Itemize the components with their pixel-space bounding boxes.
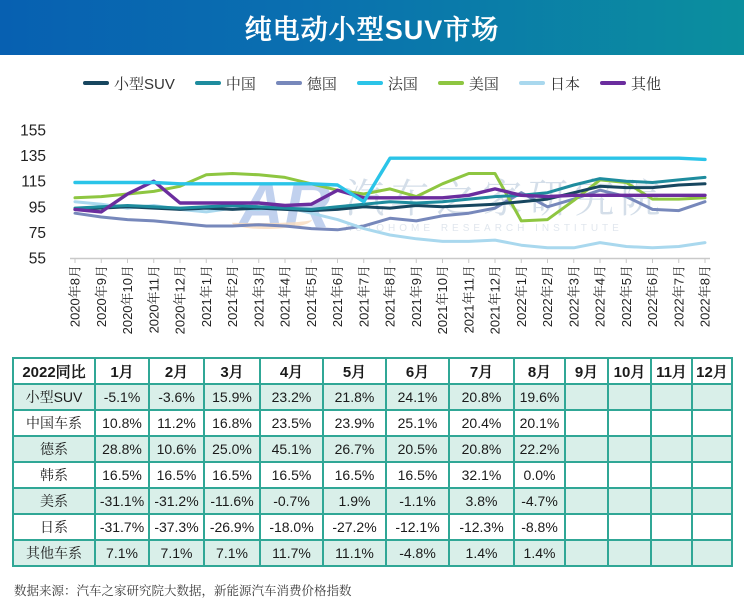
- value-cell: -11.6%: [204, 488, 260, 514]
- month-header: 11月: [651, 358, 692, 384]
- value-cell: 11.1%: [323, 540, 386, 566]
- value-cell: -5.1%: [95, 384, 149, 410]
- value-cell: -31.2%: [149, 488, 204, 514]
- row-label: 韩系: [13, 462, 95, 488]
- row-label: 德系: [13, 436, 95, 462]
- x-axis-label: 2021年3月: [251, 265, 267, 328]
- row-label: 日系: [13, 514, 95, 540]
- value-cell: 25.1%: [386, 410, 449, 436]
- legend-item-6: [600, 73, 661, 94]
- value-cell: [565, 514, 608, 540]
- y-axis-label: 95: [28, 199, 46, 217]
- month-header: 1月: [95, 358, 149, 384]
- row-label: 美系: [13, 488, 95, 514]
- value-cell: [692, 462, 732, 488]
- value-cell: 20.8%: [449, 384, 514, 410]
- legend-swatch-icon: [438, 81, 464, 85]
- value-cell: 16.5%: [260, 462, 323, 488]
- x-axis-label: 2021年7月: [356, 265, 372, 328]
- value-cell: 32.1%: [449, 462, 514, 488]
- y-axis-label: 75: [28, 224, 46, 242]
- value-cell: 0.0%: [514, 462, 565, 488]
- table-row: [13, 488, 732, 514]
- x-axis-label: 2022年2月: [540, 265, 555, 328]
- autohome-logo-icon: AR: [238, 169, 331, 241]
- legend-item-5: [519, 73, 580, 94]
- value-cell: 7.1%: [95, 540, 149, 566]
- data-source-note: 数据来源：汽车之家研究院大数据，新能源汽车消费价格指数: [14, 584, 352, 598]
- legend-item-3: [357, 73, 418, 94]
- value-cell: 28.8%: [95, 436, 149, 462]
- value-cell: -1.1%: [386, 488, 449, 514]
- legend-swatch-icon: [195, 81, 221, 85]
- legend-label: 其他: [630, 75, 661, 93]
- value-cell: 16.5%: [149, 462, 204, 488]
- value-cell: [692, 436, 732, 462]
- x-axis-label: 2020年8月: [67, 265, 83, 328]
- value-cell: -12.3%: [449, 514, 514, 540]
- month-header: 3月: [204, 358, 260, 384]
- month-header: 9月: [565, 358, 608, 384]
- value-cell: [565, 540, 608, 566]
- y-axis-label: 115: [21, 173, 46, 191]
- x-axis-label: 2021年9月: [408, 265, 424, 328]
- value-cell: 23.5%: [260, 410, 323, 436]
- value-cell: [608, 488, 651, 514]
- value-cell: 10.8%: [95, 410, 149, 436]
- legend-label: 德国: [306, 75, 337, 93]
- value-cell: 1.4%: [514, 540, 565, 566]
- value-cell: -8.8%: [514, 514, 565, 540]
- table-corner-header: 2022同比: [13, 358, 95, 384]
- month-header: 4月: [260, 358, 323, 384]
- value-cell: 20.8%: [449, 436, 514, 462]
- value-cell: 10.6%: [149, 436, 204, 462]
- value-cell: 24.1%: [386, 384, 449, 410]
- value-cell: 16.5%: [323, 462, 386, 488]
- month-header: 12月: [692, 358, 732, 384]
- value-cell: 11.2%: [149, 410, 204, 436]
- value-cell: 7.1%: [149, 540, 204, 566]
- legend-item-2: [276, 73, 337, 94]
- x-axis-label: 2020年10月: [120, 265, 135, 335]
- legend-swatch-icon: [600, 81, 626, 85]
- x-axis-label: 2021年6月: [330, 265, 345, 328]
- x-axis-label: 2022年5月: [618, 265, 634, 328]
- value-cell: [651, 384, 692, 410]
- value-cell: [608, 410, 651, 436]
- month-header: 5月: [323, 358, 386, 384]
- value-cell: [651, 436, 692, 462]
- x-axis-label: 2020年11月: [146, 265, 162, 334]
- row-label: 小型SUV: [13, 384, 95, 410]
- table-header-row: [13, 358, 732, 384]
- value-cell: 45.1%: [260, 436, 323, 462]
- value-cell: [692, 384, 732, 410]
- legend-swatch-icon: [357, 81, 383, 85]
- chart-area: [0, 111, 744, 353]
- value-cell: [651, 514, 692, 540]
- month-header: 8月: [514, 358, 565, 384]
- table-row: [13, 410, 732, 436]
- value-cell: -27.2%: [323, 514, 386, 540]
- table-body: [13, 384, 732, 566]
- value-cell: 3.8%: [449, 488, 514, 514]
- legend-label: 美国: [468, 75, 499, 93]
- x-axis-label: 2021年1月: [198, 265, 214, 328]
- x-axis-label: 2021年12月: [487, 265, 503, 335]
- month-header: 2月: [149, 358, 204, 384]
- value-cell: 19.6%: [514, 384, 565, 410]
- page-title: 纯电动小型SUV市场: [244, 15, 500, 45]
- watermark-en-text: AUTOHOME RESEARCH INSTITUTE: [344, 222, 623, 234]
- value-cell: [565, 410, 608, 436]
- x-axis-label: 2021年10月: [435, 265, 450, 335]
- table-row: [13, 514, 732, 540]
- legend-label: 日本: [549, 75, 580, 93]
- value-cell: -26.9%: [204, 514, 260, 540]
- value-cell: 20.4%: [449, 410, 514, 436]
- y-axis-label: 135: [20, 148, 46, 166]
- x-axis-label: 2022年8月: [697, 265, 713, 328]
- row-label: 其他车系: [13, 540, 95, 566]
- value-cell: 23.2%: [260, 384, 323, 410]
- value-cell: [692, 514, 732, 540]
- value-cell: 11.7%: [260, 540, 323, 566]
- x-axis-label: 2022年4月: [592, 265, 608, 328]
- x-axis-label: 2022年7月: [671, 265, 687, 328]
- legend-swatch-icon: [519, 81, 545, 85]
- value-cell: -4.7%: [514, 488, 565, 514]
- value-cell: 20.1%: [514, 410, 565, 436]
- value-cell: 1.4%: [449, 540, 514, 566]
- row-label: 中国车系: [13, 410, 95, 436]
- value-cell: 7.1%: [204, 540, 260, 566]
- x-axis-label: 2021年2月: [225, 265, 240, 328]
- chart-legend: [0, 55, 744, 111]
- x-axis-label: 2021年4月: [277, 265, 293, 328]
- yoy-table: [12, 357, 733, 567]
- value-cell: [651, 462, 692, 488]
- x-axis-label: 2022年1月: [513, 265, 529, 328]
- value-cell: [692, 488, 732, 514]
- value-cell: 15.9%: [204, 384, 260, 410]
- value-cell: [608, 540, 651, 566]
- value-cell: [608, 384, 651, 410]
- legend-item-0: [83, 73, 175, 94]
- value-cell: [651, 410, 692, 436]
- value-cell: [651, 540, 692, 566]
- legend-swatch-icon: [83, 81, 109, 85]
- line-chart: [0, 111, 744, 353]
- value-cell: 16.5%: [204, 462, 260, 488]
- value-cell: -12.1%: [386, 514, 449, 540]
- value-cell: [608, 514, 651, 540]
- value-cell: -4.8%: [386, 540, 449, 566]
- value-cell: [565, 462, 608, 488]
- value-cell: 22.2%: [514, 436, 565, 462]
- x-axis-label: 2022年3月: [566, 265, 582, 328]
- value-cell: [608, 436, 651, 462]
- value-cell: [692, 410, 732, 436]
- table-row: [13, 436, 732, 462]
- value-cell: -31.7%: [95, 514, 149, 540]
- x-axis-label: 2020年9月: [93, 265, 109, 328]
- watermark-cn-text: 汽车之家研究院: [344, 176, 667, 221]
- legend-item-1: [195, 73, 256, 94]
- month-header: 10月: [608, 358, 651, 384]
- value-cell: [692, 540, 732, 566]
- table-row: [13, 462, 732, 488]
- value-cell: [608, 462, 651, 488]
- legend-label: 法国: [387, 75, 418, 93]
- month-header: 6月: [386, 358, 449, 384]
- value-cell: [651, 488, 692, 514]
- x-axis-label: 2021年11月: [461, 265, 477, 334]
- value-cell: 20.5%: [386, 436, 449, 462]
- legend-label: 小型SUV: [114, 75, 175, 93]
- value-cell: 16.8%: [204, 410, 260, 436]
- value-cell: 1.9%: [323, 488, 386, 514]
- table-row: [13, 384, 732, 410]
- value-cell: -0.7%: [260, 488, 323, 514]
- value-cell: 21.8%: [323, 384, 386, 410]
- value-cell: -37.3%: [149, 514, 204, 540]
- legend-label: 中国: [225, 75, 256, 93]
- month-header: 7月: [449, 358, 514, 384]
- value-cell: [565, 384, 608, 410]
- value-cell: 25.0%: [204, 436, 260, 462]
- value-cell: 26.7%: [323, 436, 386, 462]
- value-cell: 16.5%: [386, 462, 449, 488]
- value-cell: -31.1%: [95, 488, 149, 514]
- value-cell: -3.6%: [149, 384, 204, 410]
- x-axis-label: 2022年6月: [645, 265, 660, 328]
- value-cell: -18.0%: [260, 514, 323, 540]
- title-banner: [0, 0, 744, 55]
- y-axis-label: 155: [20, 122, 46, 140]
- x-axis-label: 2021年8月: [382, 265, 398, 328]
- y-axis-label: 55: [28, 250, 46, 268]
- x-axis-label: 2021年5月: [303, 265, 319, 328]
- legend-swatch-icon: [276, 81, 302, 85]
- value-cell: [565, 436, 608, 462]
- table-row: [13, 540, 732, 566]
- legend-item-4: [438, 73, 499, 94]
- value-cell: [565, 488, 608, 514]
- value-cell: 16.5%: [95, 462, 149, 488]
- x-axis-label: 2020年12月: [172, 265, 188, 335]
- value-cell: 23.9%: [323, 410, 386, 436]
